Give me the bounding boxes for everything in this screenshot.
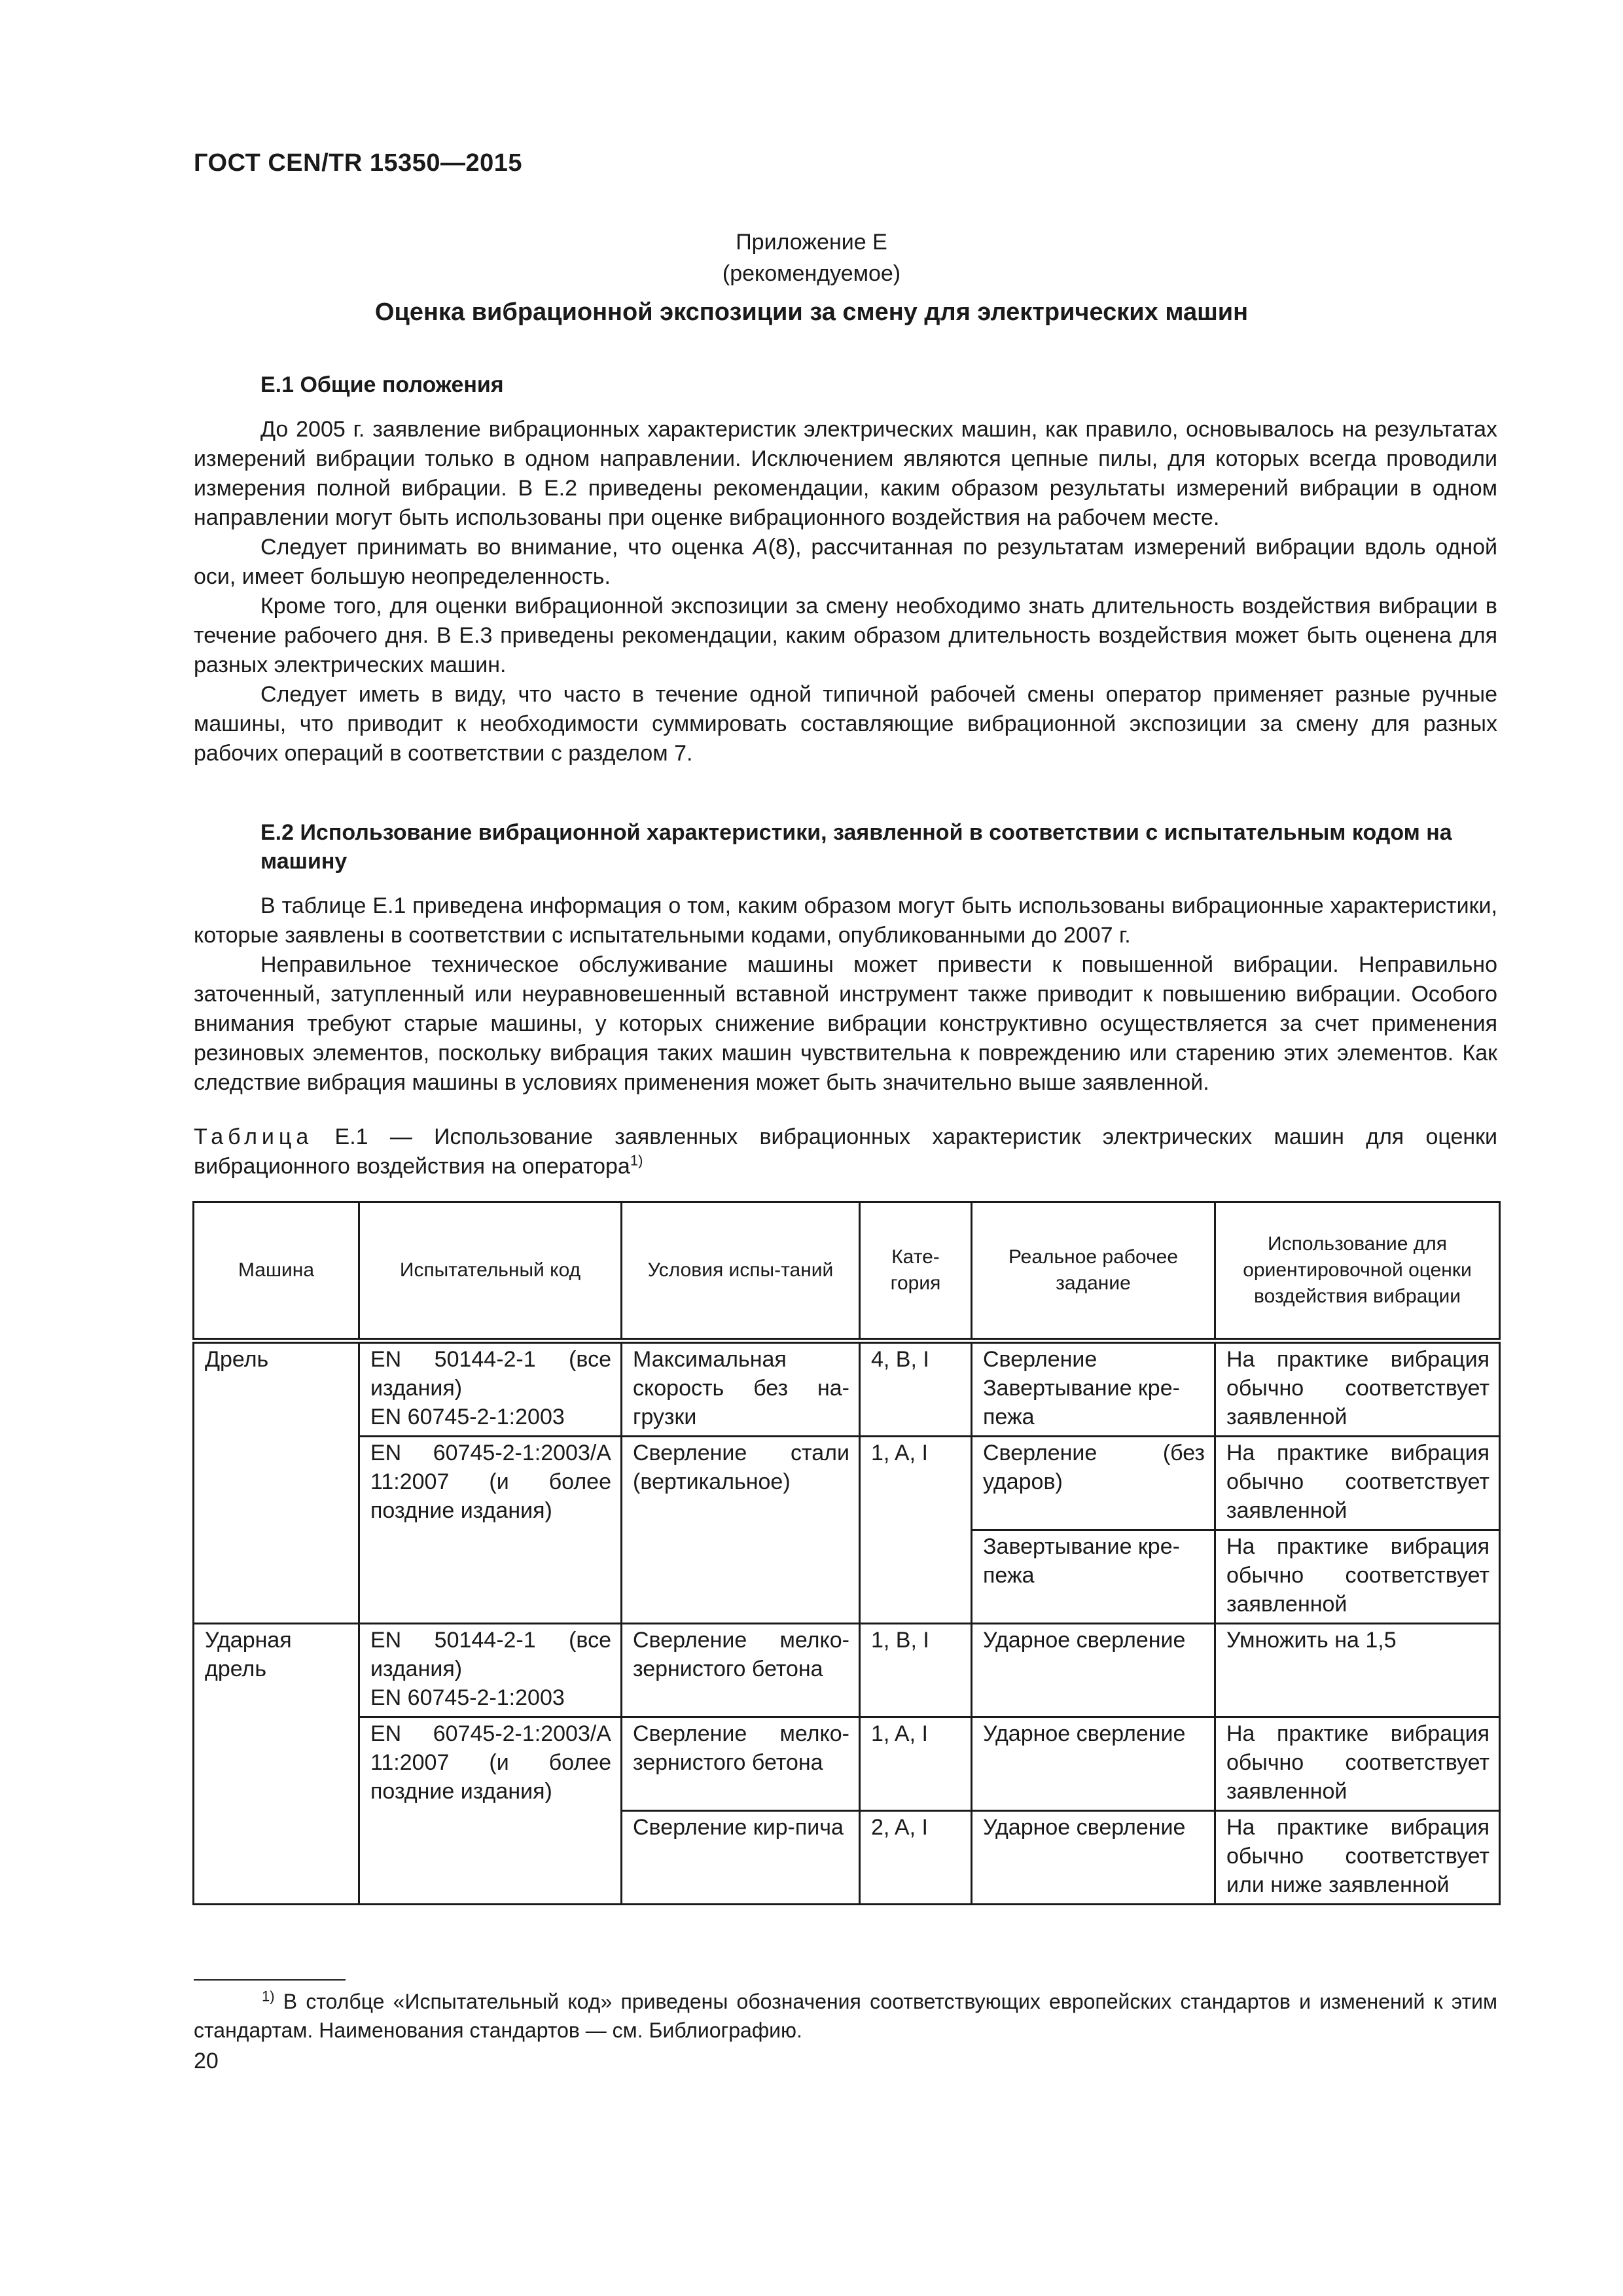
table-header-row (194, 1202, 1500, 1341)
table-header-cell: Условия испы-таний (622, 1202, 860, 1341)
usage-cell: На практике вибрация обычно соответствует заявленной (1215, 1341, 1500, 1437)
task-cell: Ударное сверление (972, 1624, 1215, 1717)
category-cell: 2, A, I (860, 1811, 972, 1905)
condition-cell: Сверление мелко-зернистого бетона (622, 1717, 860, 1811)
table-header-cell: Кате-гория (860, 1202, 972, 1341)
condition-cell: Сверление кир-пича (622, 1811, 860, 1905)
code-line: EN 60745-2-1:2003 (370, 1405, 565, 1429)
footnote-separator (194, 1979, 346, 1981)
task-line: Сверление (983, 1347, 1097, 1372)
category-cell: 1, B, I (860, 1624, 972, 1717)
usage-cell: На практике вибрация обычно соответствует заявленной (1215, 1437, 1500, 1530)
paragraph (194, 533, 1497, 592)
task-line: Завертывание кре-пежа (983, 1376, 1180, 1429)
task-cell: Ударное сверление (972, 1811, 1215, 1905)
footnote (194, 1987, 1497, 2045)
code-line: EN 60745-2-1:2003 (370, 1685, 565, 1710)
footnote-body: В столбце «Испытательный код» приведены обозначения соответствующих европейских стандартов и изменений к этим стандартам. Наименования стандартов — см. Библиографию. (194, 1990, 1497, 2042)
task-cell: Ударное сверление (972, 1717, 1215, 1811)
annex-name: Оценка вибрационной экспозиции за смену для электрических машин (374, 298, 1249, 326)
table-header-cell: Машина (194, 1202, 359, 1341)
footnote-mark: 1) (262, 1988, 275, 2005)
paragraph: Кроме того, для оценки вибрационной экспозиции за смену необходимо знать длительность воздействия вибрации в течение рабочего дня. В Е.3 приведены рекомендации, каким образом длительность воздействия может быть оценена для разных электрических машин. (194, 594, 1497, 677)
page-number: 20 (194, 2049, 219, 2073)
category-cell: 1, A, I (860, 1717, 972, 1811)
table-header-cell: Испытательный код (359, 1202, 622, 1341)
usage-cell: На практике вибрация обычно соответствует или ниже заявленной (1215, 1811, 1500, 1905)
table-caption (194, 1122, 1497, 1181)
code-cell: EN 60745-2-1:2003/A 11:2007 (и более поздние издания) (359, 1717, 622, 1905)
paragraph: До 2005 г. заявление вибрационных характеристик электрических машин, как правило, основывалось на результатах измерений вибрации только в одном направлении. Исключением являются цепные пилы, для которых всегда проводили измерения полной вибрации. В Е.2 приведены рекомендации, каким образом результаты измерений вибрации в одном направлении могут быть использованы при оценке вибрационного воздействия на рабочем месте. (194, 417, 1497, 530)
table-caption-label: Таблица (194, 1124, 313, 1149)
paragraph: Следует иметь в виду, что часто в течение одной типичной рабочей смены оператор применяет разные ручные машины, что приводит к необходимости суммировать составляющие вибрационной экспозиции за смену для разных рабочих операций в соответствии с разделом 7. (194, 682, 1497, 766)
code-line: EN 50144-2-1 (все издания) (370, 1347, 611, 1401)
footnote-ref: 1) (630, 1152, 643, 1169)
table-header-cell: Реальное рабочее задание (972, 1202, 1215, 1341)
condition-cell: Максимальная скорость без на-грузки (622, 1341, 860, 1437)
table-caption-text: Е.1 — Использование заявленных вибрационных характеристик электрических машин для оценки вибрационного воздействия на оператора (194, 1124, 1497, 1179)
usage-cell: Умножить на 1,5 (1215, 1624, 1500, 1717)
section-e2-heading: Е.2 Использование вибрационной характеристики, заявленной в соответствии с испытательным кодом на машину (260, 820, 1452, 874)
paragraph-italic: A (753, 535, 768, 560)
usage-cell: На практике вибрация обычно соответствует заявленной (1215, 1530, 1500, 1624)
code-line: EN 50144-2-1 (все издания) (370, 1628, 611, 1681)
table-row (194, 1437, 1500, 1530)
section-e1-heading: Е.1 Общие положения (260, 372, 504, 397)
condition-cell: Сверление мелко-зернистого бетона (622, 1624, 860, 1717)
footnote-text (194, 1987, 1497, 2045)
usage-cell: На практике вибрация обычно соответствует заявленной (1215, 1717, 1500, 1811)
annex-heading (0, 226, 1623, 289)
table-row (194, 1624, 1500, 1717)
table-e1 (192, 1201, 1501, 1905)
condition-cell: Сверление стали (вертикальное) (622, 1437, 860, 1624)
table-row (194, 1717, 1500, 1811)
section-e2-body (194, 891, 1497, 1098)
annex-title: Приложение Е (736, 230, 887, 255)
code-cell: EN 60745-2-1:2003/A 11:2007 (и более поздние издания) (359, 1437, 622, 1624)
section-e1-body (194, 415, 1497, 768)
machine-cell: Ударная дрель (194, 1624, 359, 1905)
machine-cell: Дрель (194, 1341, 359, 1624)
annex-status: (рекомендуемое) (722, 261, 901, 286)
task-cell (972, 1341, 1215, 1437)
paragraph-text: Следует принимать во внимание, что оценка (260, 535, 753, 560)
paragraph-text: (8), рассчитанная по результатам измерений вибрации вдоль одной оси, имеет большую неопределенность. (194, 535, 1498, 589)
task-cell: Завертывание кре-пежа (972, 1530, 1215, 1624)
document-header: ГОСТ CEN/TR 15350—2015 (194, 149, 523, 177)
paragraph: Неправильное техническое обслуживание машины может привести к повышенной вибрации. Неправильно заточенный, затупленный или неуравновешенный вставной инструмент также приводит к повышению вибрации. Особого внимания требуют старые машины, у которых снижение вибрации конструктивно осуществляется за счет применения резиновых элементов, поскольку вибрация таких машин чувствительна к повреждению или старению этих элементов. Как следствие вибрация машины в условиях применения может быть значительно выше заявленной. (194, 952, 1497, 1095)
table-row (194, 1341, 1500, 1437)
task-cell: Сверление (без ударов) (972, 1437, 1215, 1530)
category-cell: 1, A, I (860, 1437, 972, 1624)
table-header-cell: Использование для ориентировочной оценки воздействия вибрации (1215, 1202, 1500, 1341)
category-cell: 4, B, I (860, 1341, 972, 1437)
code-cell (359, 1624, 622, 1717)
paragraph: В таблице Е.1 приведена информация о том, каким образом могут быть использованы вибрационные характеристики, которые заявлены в соответствии с испытательными кодами, опубликованными до 2007 г. (194, 893, 1497, 948)
code-cell (359, 1341, 622, 1437)
